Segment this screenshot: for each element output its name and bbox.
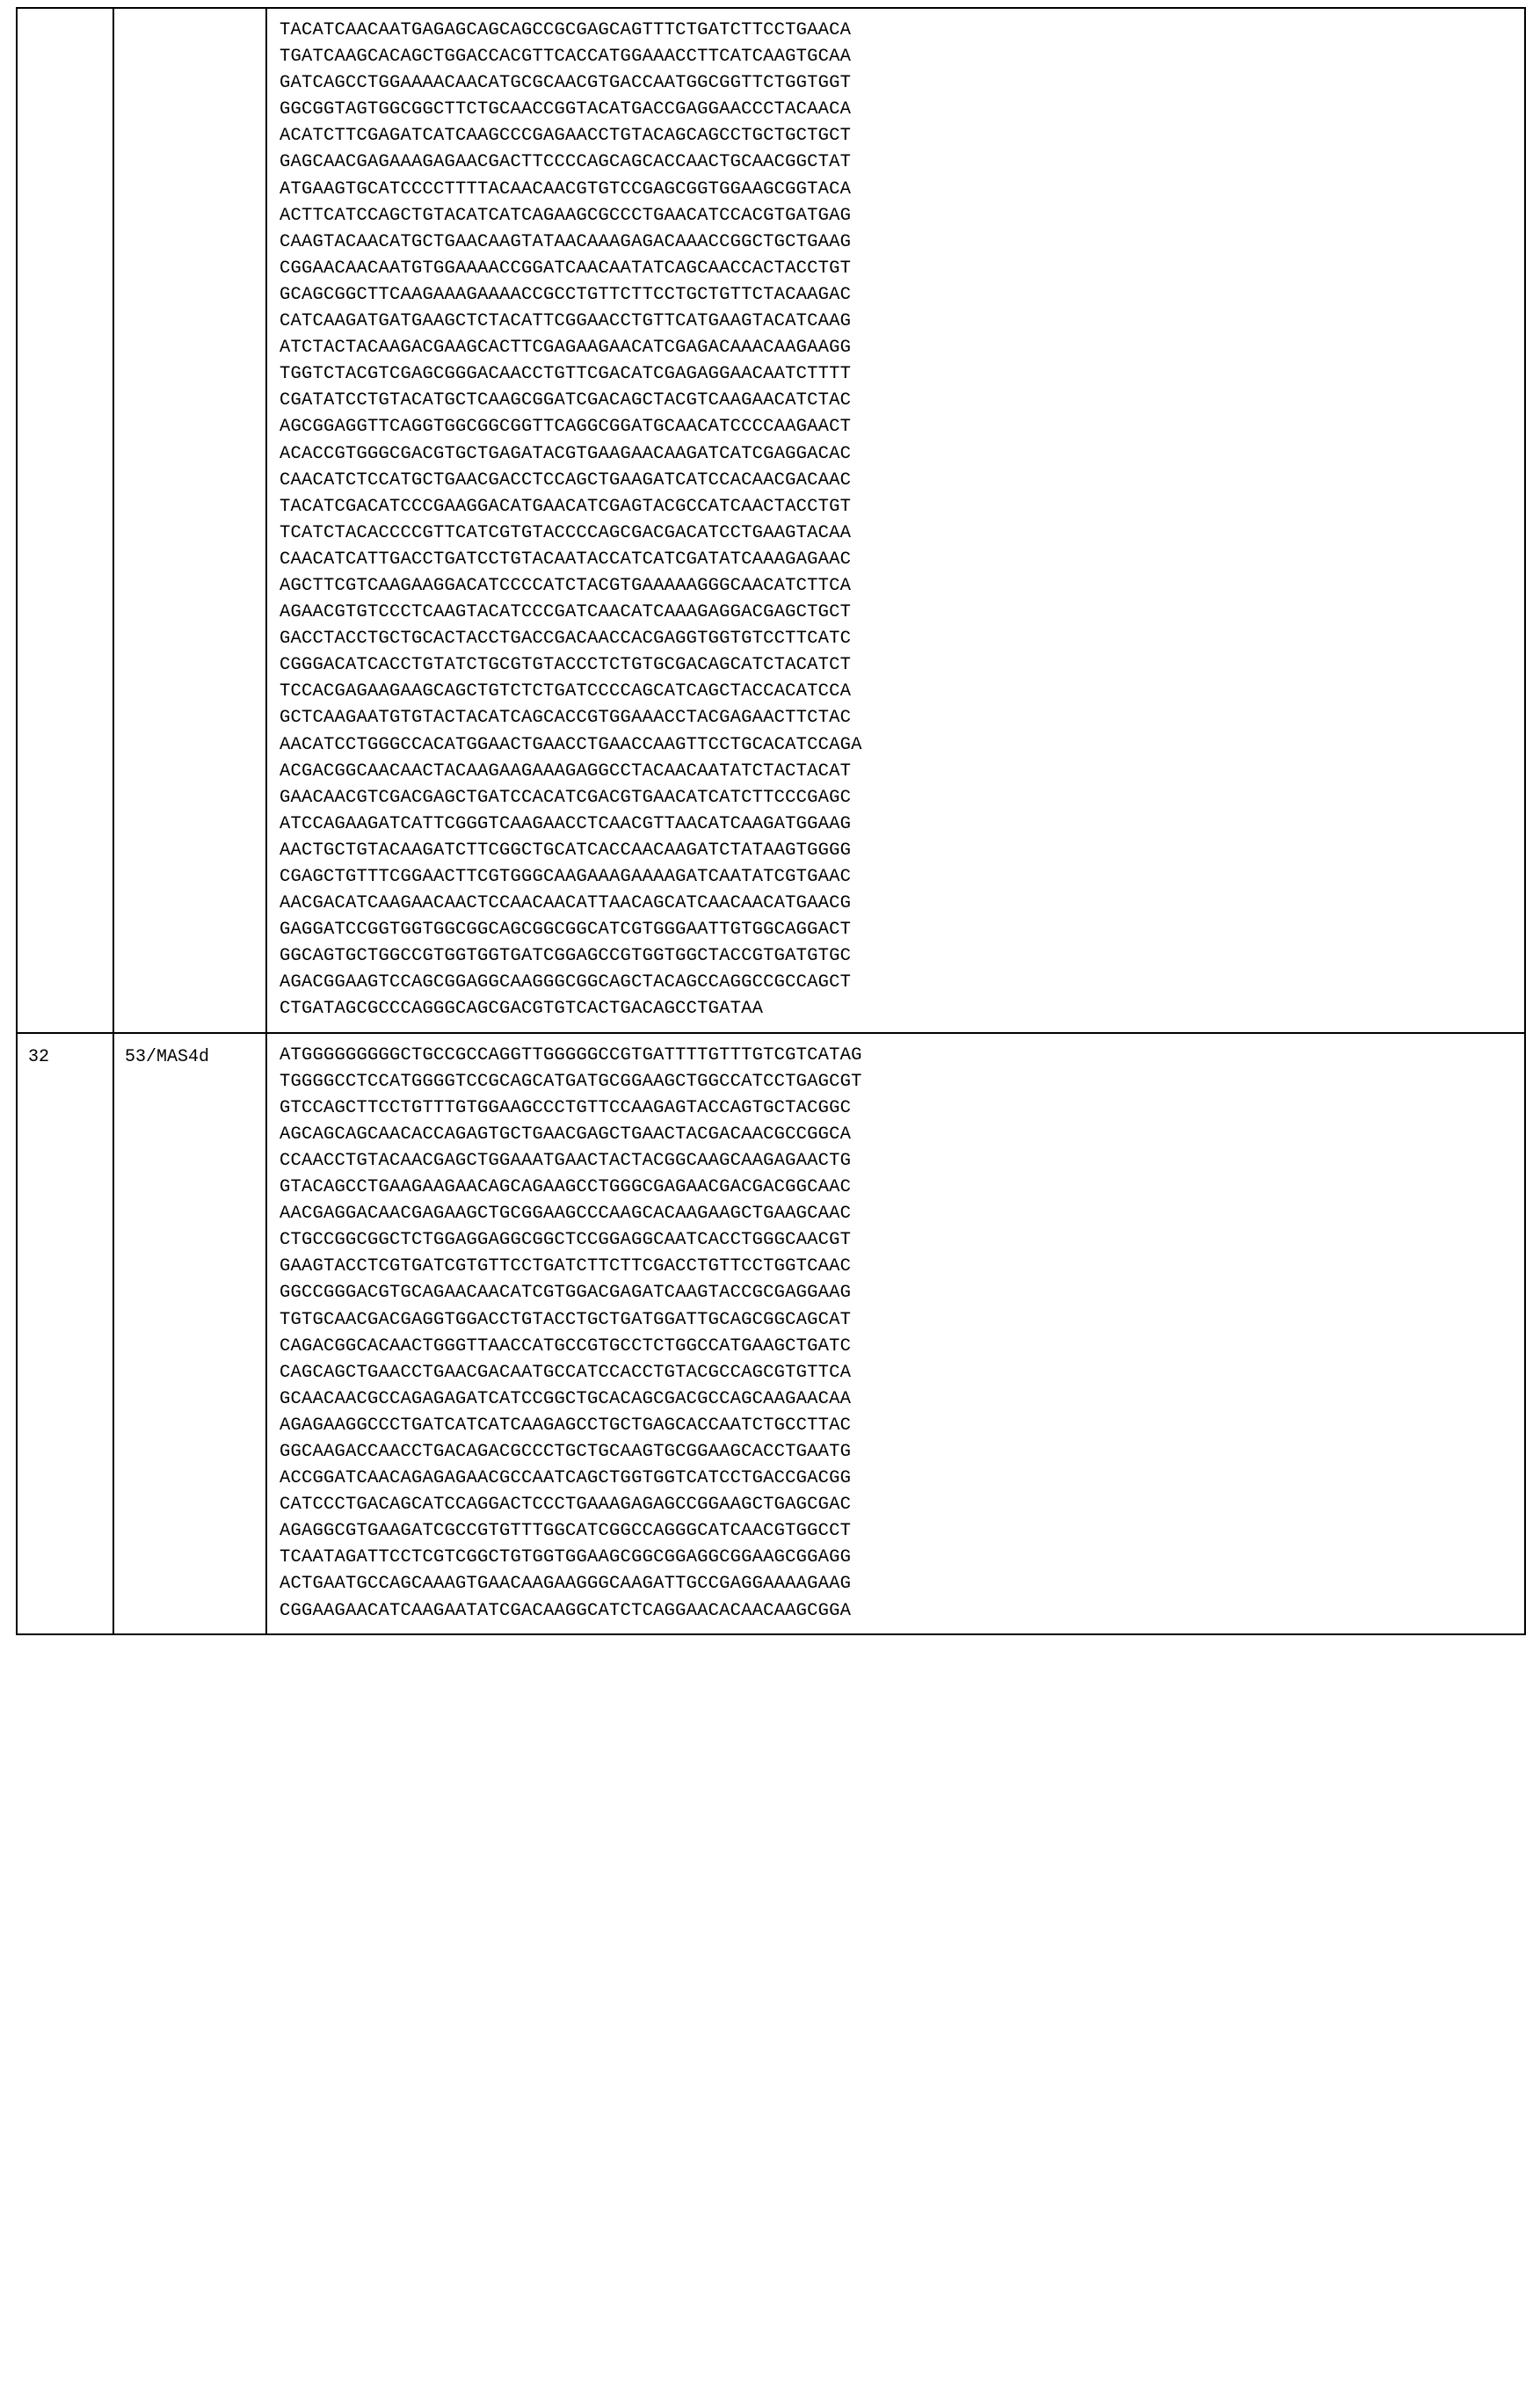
sequence-wrap — [267, 9, 1524, 1032]
sequence-text: TACATCAACAATGAGAGCAGCAGCCGCGAGCAGTTTCTGATCTTCCTGAACA TGATCAAGCACAGCTGGACCACGTTCACCATGGAAACCTTCATCAAGTGCAA GATCAGCCTGGAAAACAACATGCGCAACGTGACCAATGGCGGTTCTGGTGGT GGCGGTAGTGGCGGCTTCTGCAACCGGTACATGACCGAGGAACCCTACAACA ACATCTTCGAGATCATCAAGCCCGAGAACCTGTACAGCAGCCTGCTGCTGCT GAGCAACGAGAAAGAGAACGACTTCCCCAGCAGCACCAACTGCAACGGCTAT ATGAAGTGCATCCCCTTTTACAACAACGTGTCCGAGCGGTGGAAGCGGTACA ACTTCATCCAGCTGTACATCATCAGAAGCGCCCTGAACATCCACGTGATGAG CAAGTACAACATGCTGAACAAGTATAACAAAGAGACAAACCGGCTGCTGAAG CGGAACAACAATGTGGAAAACCGGATCAACAATATCAGCAACCACTACCTGT GCAGCGGCTTCAAGAAAGAAAACCGCCTGTTCTTCCTGCTGTTCTACAAGAC CATCAAGATGATGAAGCTCTACATTCGGAACCTGTTCATGAAGTACATCAAG ATCTACTACAAGACGAAGCACTTCGAGAAGAACATCGAGACAAACAAGAAGG TGGTCTACGTCGAGCGGGACAACCTGTTCGACATCGAGAGGAACAATCTTTT CGATATCCTGTACATGCTCAAGCGGATCGACAGCTACGTCAAGAACATCTAC AGCGGAGGTTCAGGTGGCGGCGGTTCAGGCGGATGCAACATCCCCAAGAACT ACACCGTGGGCGACGTGCTGAGATACGTGAAGAACAAGATCATCGAGGACAC CAACATCTCCATGCTGAACGACCTCCAGCTGAAGATCATCCACAACGACAAC TACATCGACATCCCGAAGGACATGAACATCGAGTACGCCATCAACTACCTGT TCATCTACACCCCGTTCATCGTGTACCCCAGCGACGACATCCTGAAGTACAA CAACATCATTGACCTGATCCTGTACAATACCATCATCGATATCAAAGAGAAC AGCTTCGTCAAGAAGGACATCCCCATCTACGTGAAAAAGGGCAACATCTTCA AGAACGTGTCCCTCAAGTACATCCCGATCAACATCAAAGAGGACGAGCTGCT GACCTACCTGCTGCACTACCTGACCGACAACCACGAGGTGGTGTCCTTCATC CGGGACATCACCTGTATCTGCGTGTACCCTCTGTGCGACAGCATCTACATCT TCCACGAGAAGAAGCAGCTGTCTCTGATCCCCAGCATCAGCTACCACATCCA GCTCAAGAATGTGTACTACATCAGCACCGTGGAAACCTACGAGAACTTCTAC AACATCCTGGGCCACATGGAACTGAACCTGAACCAAGTTCCTGCACATCCAGA ACGACGGCAACAACTACAAGAAGAAAGAGGCCTACAACAATATCTACTACAT GAACAACGTCGACGAGCTGATCCACATCGACGTGAACATCATCTTCCCGAGC ATCCAGAAGATCATTCGGGTCAAGAACCTCAACGTTAACATCAAGATGGAAG AACTGCTGTACAAGATCTTCGGCTGCATCACCAACAAGATCTATAAGTGGGG CGAGCTGTTTCGGAACTTCGTGGGCAAGAAAGAAAAGATCAATATCGTGAAC AACGACATCAAGAACAACTCCAACAACATTAACAGCATCAACAACATGAACG GAGGATCCGGTGGTGGCGGCAGCGGCGGCATCGTGGGAATTGTGGCAGGACT GGCAGTGCTGGCCGTGGTGGTGATCGGAGCCGTGGTGGCTACCGTGATGTGC AGACGGAAGTCCAGCGGAGGCAAGGGCGGCAGCTACAGCCAGGCCGCCAGCT CTGATAGCGCCCAGGGCAGCGACGTGTCACTGACAGCCTGATAA — [280, 20, 862, 1020]
cell-sequence — [266, 1033, 1525, 1634]
cell-identifier — [113, 1033, 266, 1634]
identifier-text: 53/MAS4d — [125, 1046, 210, 1067]
sequence-listing-table — [16, 7, 1526, 1635]
cell-seq-id — [17, 8, 113, 1033]
cell-seq-id — [17, 1033, 113, 1634]
table-row — [17, 8, 1525, 1033]
cell-sequence — [266, 8, 1525, 1033]
cell-identifier — [113, 8, 266, 1033]
table-row — [17, 1033, 1525, 1634]
sequence-wrap — [267, 1034, 1524, 1633]
sequence-text: ATGGGGGGGGGCTGCCGCCAGGTTGGGGGCCGTGATTTTGTTTGTCGTCATAG TGGGGCCTCCATGGGGTCCGCAGCATGATGCGGAAGCTGGCCATCCTGAGCGT GTCCAGCTTCCTGTTTGTGGAAGCCCTGTTCCAAGAGTACCAGTGCTACGGC AGCAGCAGCAACACCAGAGTGCTGAACGAGCTGAACTACGACAACGCCGGCA CCAACCTGTACAACGAGCTGGAAATGAACTACTACGGCAAGCAAGAGAACTG GTACAGCCTGAAGAAGAACAGCAGAAGCCTGGGCGAGAACGACGACGGCAAC AACGAGGACAACGAGAAGCTGCGGAAGCCCAAGCACAAGAAGCTGAAGCAAC CTGCCGGCGGCTCTGGAGGAGGCGGCTCCGGAGGCAATCACCTGGGCAACGT GAAGTACCTCGTGATCGTGTTCCTGATCTTCTTCGACCTGTTCCTGGTCAAC GGCCGGGACGTGCAGAACAACATCGTGGACGAGATCAAGTACCGCGAGGAAG TGTGCAACGACGAGGTGGACCTGTACCTGCTGATGGATTGCAGCGGCAGCAT CAGACGGCACAACTGGGTTAACCATGCCGTGCCTCTGGCCATGAAGCTGATC CAGCAGCTGAACCTGAACGACAATGCCATCCACCTGTACGCCAGCGTGTTCA GCAACAACGCCAGAGAGATCATCCGGCTGCACAGCGACGCCAGCAAGAACAA AGAGAAGGCCCTGATCATCATCAAGAGCCTGCTGAGCACCAATCTGCCTTAC GGCAAGACCAACCTGACAGACGCCCTGCTGCAAGTGCGGAAGCACCTGAATG ACCGGATCAACAGAGAGAACGCCAATCAGCTGGTGGTCATCCTGACCGACGG CATCCCTGACAGCATCCAGGACTCCCTGAAAGAGAGCCGGAAGCTGAGCGAC AGAGGCGTGAAGATCGCCGTGTTTGGCATCGGCCAGGGCATCAACGTGGCCT TCAATAGATTCCTCGTCGGCTGTGGTGGAAGCGGCGGAGGCGGAAGCGGAGG ACTGAATGCCAGCAAAGTGAACAAGAAGGGCAAGATTGCCGAGGAAAAGAAG CGGAAGAACATCAAGAATATCGACAAGGCATCTCAGGAACACAACAAGCGGA — [280, 1044, 862, 1621]
seq-id-text — [18, 9, 113, 28]
table-body — [17, 8, 1525, 1634]
seq-id-text: 32 — [28, 1046, 50, 1067]
identifier-text — [114, 9, 265, 28]
